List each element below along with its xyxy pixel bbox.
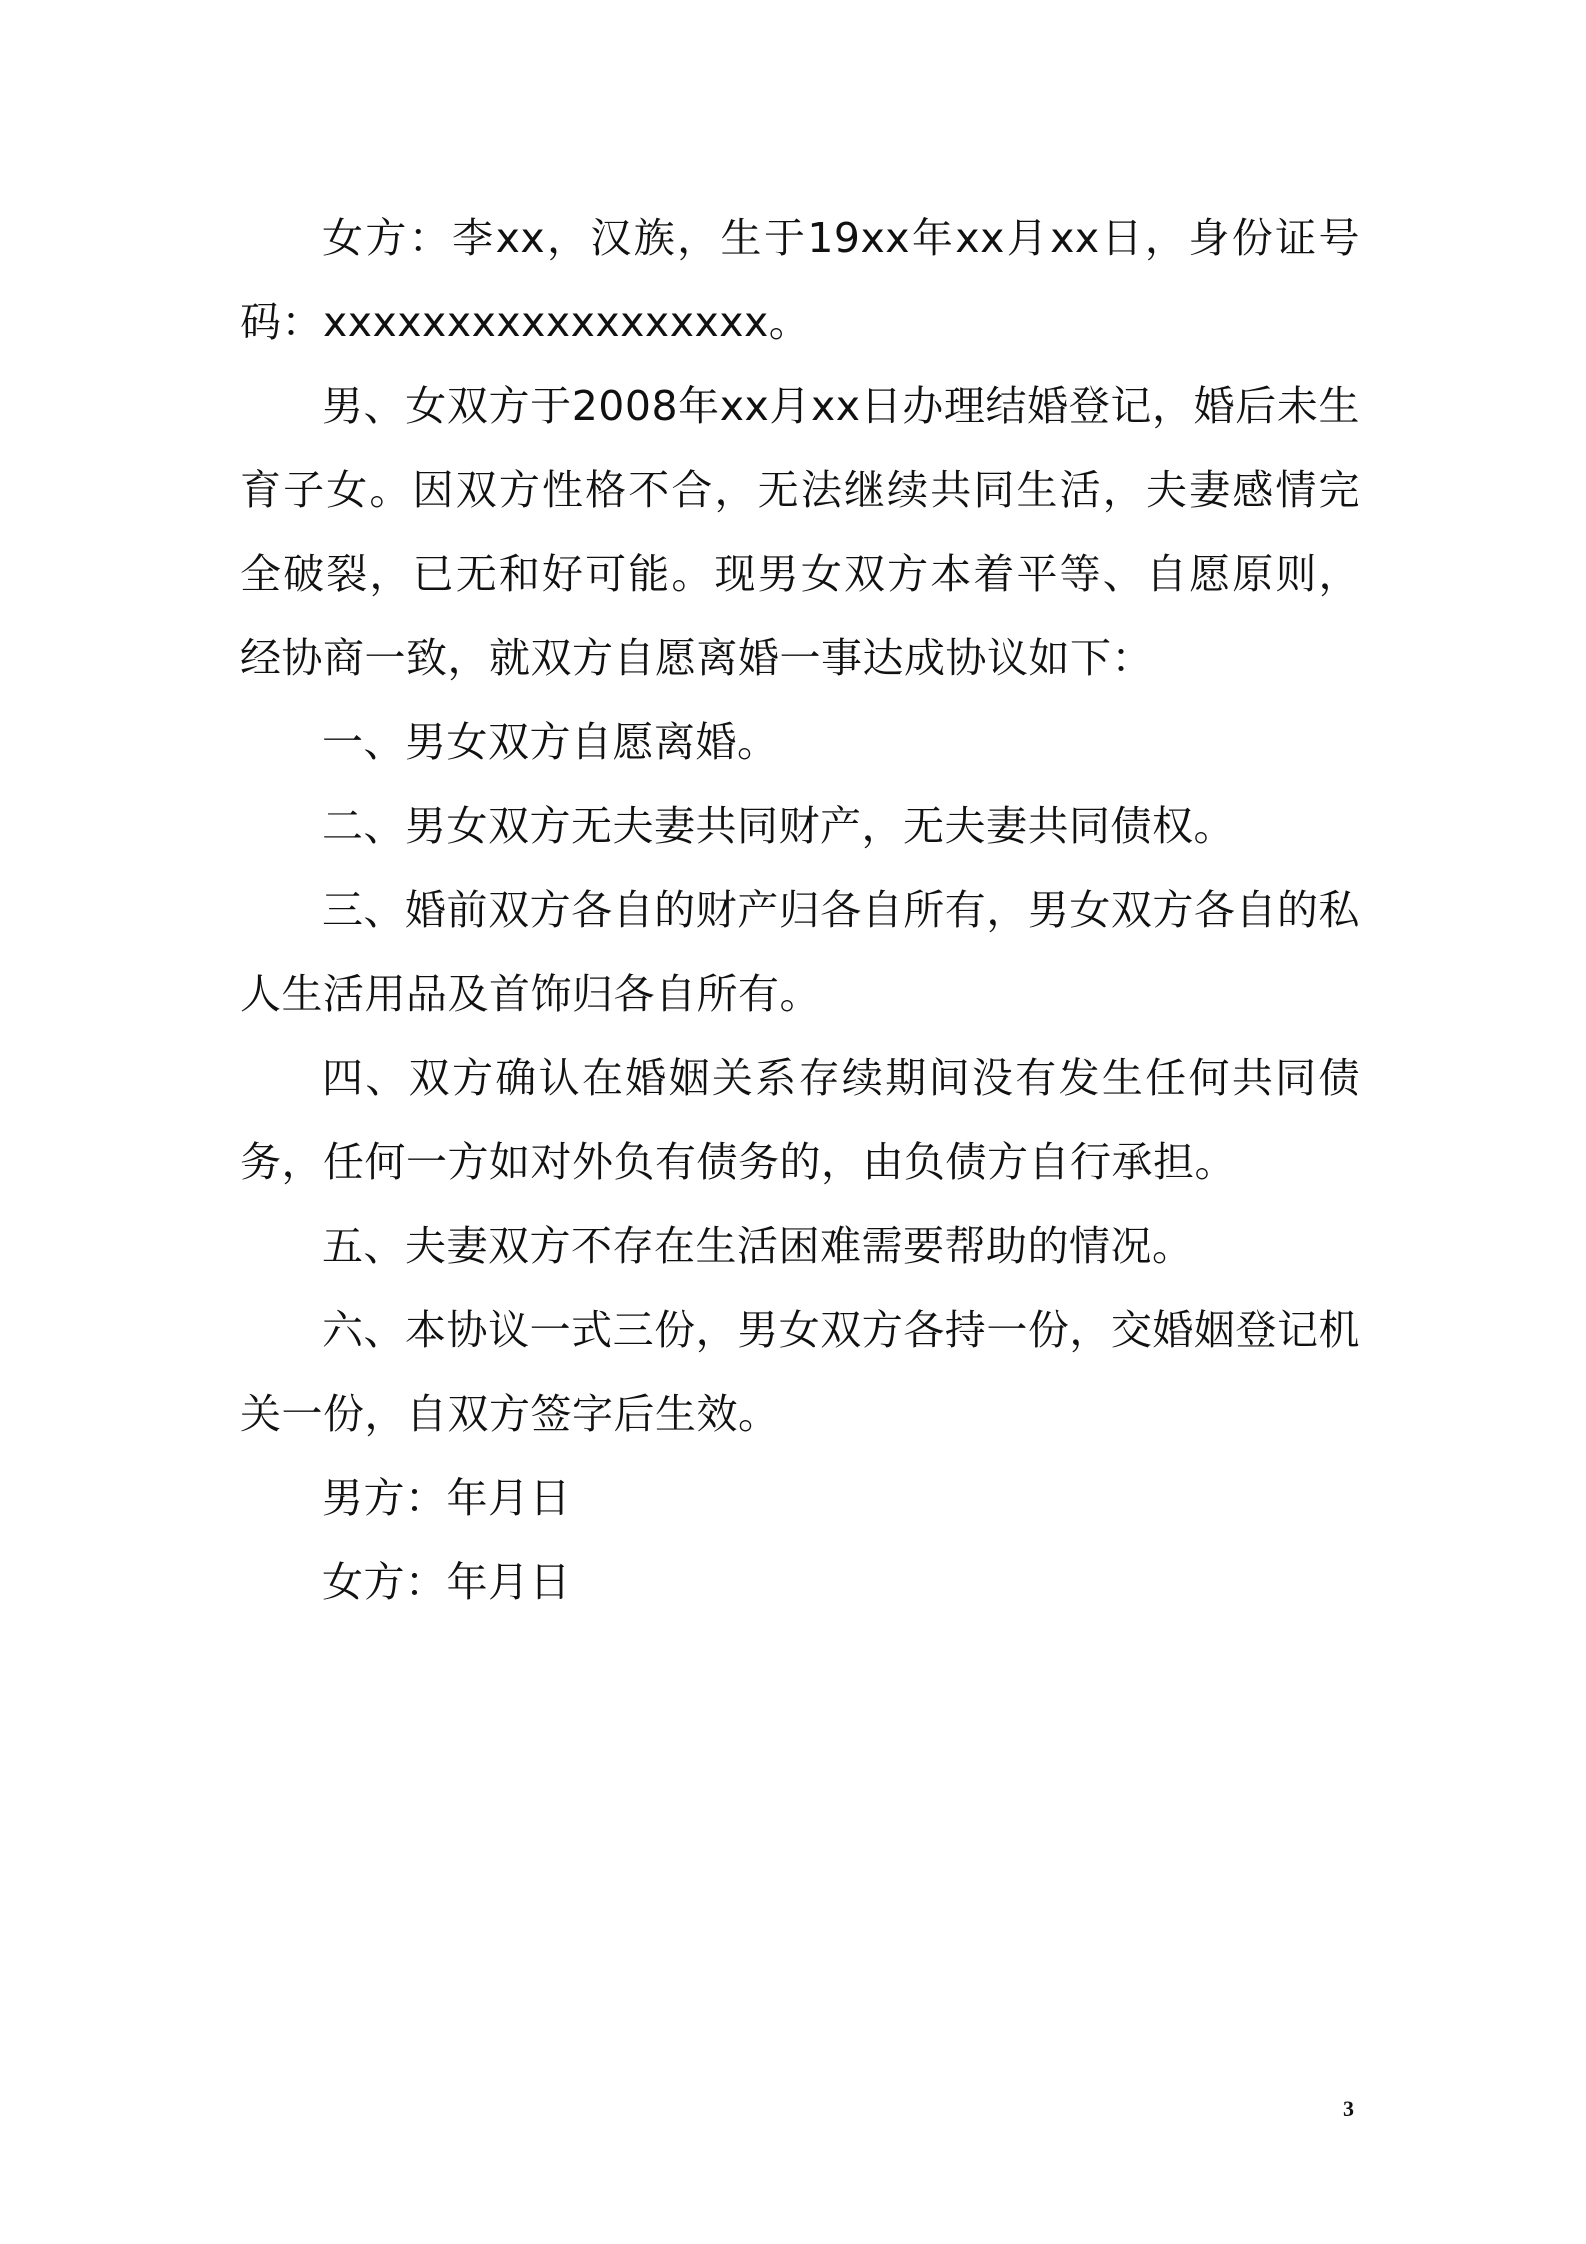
clause-1: 一、男女双方自愿离婚。	[322, 718, 779, 766]
paragraph-marriage-background: 男、女双方于2008年xx月xx日办理结婚登记，婚后未生育子女。因双方性格不合，无法继续共同生活，夫妻感情完全破裂，已无和好可能。现男女双方本着平等、自愿原则，经协商一致，就双方自愿离婚一事达成协议如下：	[240, 382, 1360, 682]
clause-4: 四、双方确认在婚姻关系存续期间没有发生任何共同债务，任何一方如对外负有债务的，由负债方自行承担。	[240, 1054, 1360, 1186]
document-body	[240, 196, 1360, 1624]
clause-5: 五、夫妻双方不存在生活困难需要帮助的情况。	[322, 1222, 1194, 1270]
signature-female: 女方：年月日	[322, 1558, 571, 1606]
paragraph-female-party: 女方：李xx，汉族，生于19xx年xx月xx日，身份证号码：xxxxxxxxxxxxxxxxxx。	[240, 214, 1360, 346]
clause-3: 三、婚前双方各自的财产归各自所有，男女双方各自的私人生活用品及首饰归各自所有。	[240, 886, 1360, 1018]
signature-male: 男方：年月日	[322, 1474, 571, 1522]
clause-6: 六、本协议一式三份，男女双方各持一份，交婚姻登记机关一份，自双方签字后生效。	[240, 1306, 1360, 1438]
page-number: 3	[1343, 2096, 1354, 2121]
clause-2: 二、男女双方无夫妻共同财产，无夫妻共同债权。	[322, 802, 1235, 850]
